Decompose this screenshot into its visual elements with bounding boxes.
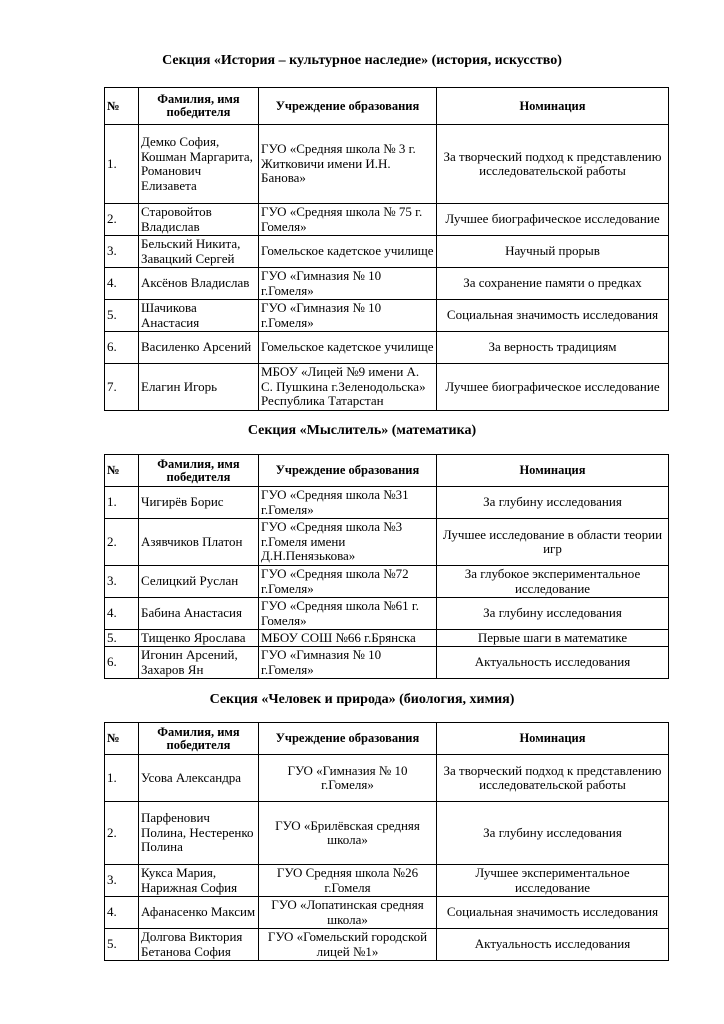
row-number: 3.	[105, 566, 139, 598]
winner-name: Бабина Анастасия	[139, 598, 259, 630]
institution: ГУО «Средняя школа № 75 г. Гомеля»	[259, 204, 437, 236]
table-row	[105, 929, 669, 961]
nomination: За верность традициям	[437, 332, 669, 364]
row-number: 1.	[105, 755, 139, 802]
header-nomination: Номинация	[437, 455, 669, 487]
table-row	[105, 755, 669, 802]
nomination: Актуальность исследования	[437, 647, 669, 679]
header-winner-name: Фамилия, имя победителя	[139, 723, 259, 755]
row-number: 7.	[105, 364, 139, 411]
winner-name: Чигирёв Борис	[139, 487, 259, 519]
institution: Гомельское кадетское училище	[259, 332, 437, 364]
table-header-row	[105, 455, 669, 487]
table-row	[105, 598, 669, 630]
institution: ГУО «Гимназия № 10 г.Гомеля»	[259, 755, 437, 802]
nomination: Лучшее биографическое исследование	[437, 364, 669, 411]
winner-name: Усова Александра	[139, 755, 259, 802]
winner-name: Елагин Игорь	[139, 364, 259, 411]
winner-name: Шачикова Анастасия	[139, 300, 259, 332]
table-row	[105, 364, 669, 411]
row-number: 3.	[105, 236, 139, 268]
section-title-thinker: Секция «Мыслитель» (математика)	[247, 423, 477, 438]
nomination: За глубину исследования	[437, 802, 669, 865]
row-number: 5.	[105, 929, 139, 961]
header-winner-name: Фамилия, имя победителя	[139, 88, 259, 125]
row-number: 5.	[105, 630, 139, 647]
table-header-row	[105, 723, 669, 755]
header-number: №	[105, 88, 139, 125]
row-number: 2.	[105, 519, 139, 566]
institution: ГУО Средняя школа №26 г.Гомеля	[259, 865, 437, 897]
institution: ГУО «Гимназия № 10 г.Гомеля»	[259, 268, 437, 300]
institution: ГУО «Брилёвская средняя школа»	[259, 802, 437, 865]
table-row	[105, 236, 669, 268]
row-number: 4.	[105, 268, 139, 300]
header-winner-name: Фамилия, имя победителя	[139, 455, 259, 487]
awards-table-thinker	[104, 454, 669, 679]
row-number: 6.	[105, 332, 139, 364]
institution: МБОУ «Лицей №9 имени А. С. Пушкина г.Зеленодольска» Республика Татарстан	[259, 364, 437, 411]
nomination: Актуальность исследования	[437, 929, 669, 961]
nomination: Лучшее исследование в области теории игр	[437, 519, 669, 566]
winner-name: Игонин Арсений, Захаров Ян	[139, 647, 259, 679]
header-institution: Учреждение образования	[259, 723, 437, 755]
row-number: 2.	[105, 802, 139, 865]
nomination: Социальная значимость исследования	[437, 300, 669, 332]
nomination: Лучшее экспериментальное исследование	[437, 865, 669, 897]
header-institution: Учреждение образования	[259, 455, 437, 487]
table-row	[105, 630, 669, 647]
nomination: За творческий подход к представлению исследовательской работы	[437, 125, 669, 204]
table-row	[105, 647, 669, 679]
institution: ГУО «Гимназия № 10 г.Гомеля»	[259, 300, 437, 332]
header-nomination: Номинация	[437, 88, 669, 125]
nomination: Первые шаги в математике	[437, 630, 669, 647]
header-nomination: Номинация	[437, 723, 669, 755]
table-row	[105, 125, 669, 204]
table-row	[105, 204, 669, 236]
row-number: 4.	[105, 897, 139, 929]
nomination: Научный прорыв	[437, 236, 669, 268]
nomination: За сохранение памяти о предках	[437, 268, 669, 300]
table-row	[105, 332, 669, 364]
winner-name: Кукса Мария, Нарижная София	[139, 865, 259, 897]
awards-table-history	[104, 87, 669, 411]
section-title-nature: Секция «Человек и природа» (биология, химия)	[209, 692, 515, 707]
institution: ГУО «Лопатинская средняя школа»	[259, 897, 437, 929]
header-institution: Учреждение образования	[259, 88, 437, 125]
row-number: 4.	[105, 598, 139, 630]
institution: МБОУ СОШ №66 г.Брянска	[259, 630, 437, 647]
header-number: №	[105, 723, 139, 755]
table-row	[105, 487, 669, 519]
winner-name: Старовойтов Владислав	[139, 204, 259, 236]
institution: Гомельское кадетское училище	[259, 236, 437, 268]
row-number: 6.	[105, 647, 139, 679]
section-title-history: Секция «История – культурное наследие» (история, искусство)	[162, 53, 562, 68]
institution: ГУО «Средняя школа №3 г.Гомеля имени Д.Н.Пенязькова»	[259, 519, 437, 566]
nomination: За глубину исследования	[437, 487, 669, 519]
winner-name: Бельский Никита, Завацкий Сергей	[139, 236, 259, 268]
row-number: 1.	[105, 487, 139, 519]
table-row	[105, 802, 669, 865]
institution: ГУО «Средняя школа №72 г.Гомеля»	[259, 566, 437, 598]
winner-name: Тищенко Ярослава	[139, 630, 259, 647]
winner-name: Демко София, Кошман Маргарита, Романович Елизавета	[139, 125, 259, 204]
table-row	[105, 897, 669, 929]
winner-name: Аксёнов Владислав	[139, 268, 259, 300]
institution: ГУО «Средняя школа №61 г. Гомеля»	[259, 598, 437, 630]
winner-name: Афанасенко Максим	[139, 897, 259, 929]
row-number: 5.	[105, 300, 139, 332]
header-number: №	[105, 455, 139, 487]
row-number: 2.	[105, 204, 139, 236]
winner-name: Долгова Виктория Бетанова София	[139, 929, 259, 961]
winner-name: Селицкий Руслан	[139, 566, 259, 598]
institution: ГУО «Средняя школа № 3 г. Житковичи имени И.Н. Банова»	[259, 125, 437, 204]
table-row	[105, 268, 669, 300]
winner-name: Василенко Арсений	[139, 332, 259, 364]
nomination: Лучшее биографическое исследование	[437, 204, 669, 236]
row-number: 3.	[105, 865, 139, 897]
institution: ГУО «Гимназия № 10 г.Гомеля»	[259, 647, 437, 679]
institution: ГУО «Гомельский городской лицей №1»	[259, 929, 437, 961]
nomination: За глубокое экспериментальное исследование	[437, 566, 669, 598]
nomination: За глубину исследования	[437, 598, 669, 630]
winner-name: Азявчиков Платон	[139, 519, 259, 566]
nomination: Социальная значимость исследования	[437, 897, 669, 929]
table-row	[105, 519, 669, 566]
table-header-row	[105, 88, 669, 125]
winner-name: Парфенович Полина, Нестеренко Полина	[139, 802, 259, 865]
nomination: За творческий подход к представлению исследовательской работы	[437, 755, 669, 802]
table-row	[105, 300, 669, 332]
table-row	[105, 865, 669, 897]
awards-table-nature	[104, 722, 669, 961]
table-row	[105, 566, 669, 598]
institution: ГУО «Средняя школа №31 г.Гомеля»	[259, 487, 437, 519]
row-number: 1.	[105, 125, 139, 204]
